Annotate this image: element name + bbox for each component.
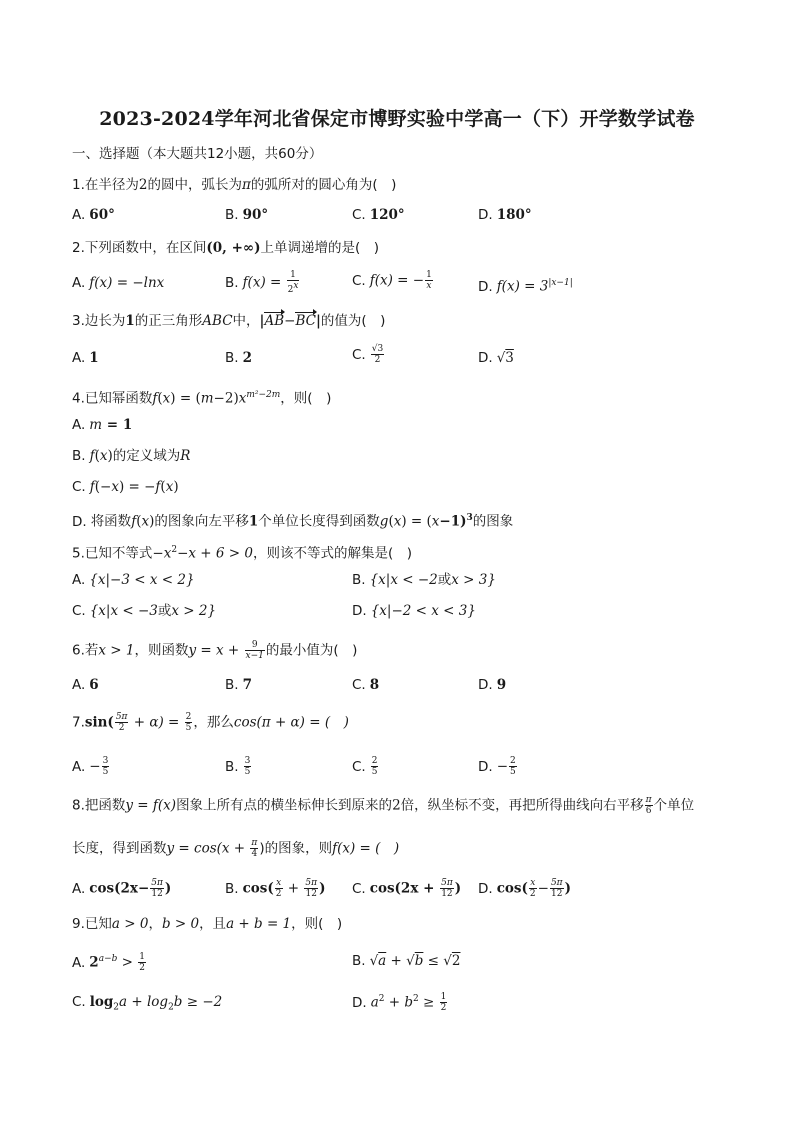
- question-2-option-a[interactable]: A. f(x) = −lnx: [72, 275, 165, 291]
- question-8-stem-line-2: 长度，得到函数y = cos(x + $\frac{\pi}{4}$ )的图象，则f(x) = ( ): [72, 838, 400, 859]
- question-5-stem: 5.已知不等式$-x^2-x + 6 > 0$，则该不等式的解集是( ): [72, 545, 413, 562]
- question-7-stem: 7.sin( $\frac{5\pi}{2}$ + α) = $\frac{2}{5}$ ，那么cos(π + α) = ( ): [72, 712, 349, 733]
- question-8-option-c[interactable]: C. cos(2x + $\frac{5\pi}{12}$ ): [352, 878, 462, 899]
- question-9-option-c[interactable]: C. $\log_2a + \log_2b \ge -2$: [72, 994, 223, 1013]
- question-1-option-b[interactable]: B. 90°: [225, 207, 269, 223]
- question-9-stem: 9.已知a > 0，b > 0，且a + b = 1，则( ): [72, 916, 343, 932]
- page-title: 2023-2024学年河北省保定市博野实验中学高一（下）开学数学试卷: [99, 108, 695, 130]
- fraction: $\frac{\pi}{6}$: [645, 795, 652, 816]
- question-8-stem-line-1: 8.把函数y = f(x)图象上所有点的横坐标伸长到原来的2倍，纵坐标不变，再把所得曲线向右平移 $\frac{\pi}{6}$ 个单位: [72, 795, 695, 816]
- question-7-option-d[interactable]: D. − $\frac{2}{5}$: [478, 756, 516, 777]
- question-3-option-c[interactable]: C. $\frac{√3}{2}$: [352, 344, 384, 365]
- question-5-option-c[interactable]: C. {x|x < −3或x > 2}: [72, 603, 217, 619]
- question-5-option-d[interactable]: D. {x|−2 < x < 3}: [352, 603, 476, 619]
- question-6-option-c[interactable]: C. 8: [352, 677, 380, 693]
- question-7-option-c[interactable]: C. $\frac{2}{5}$: [352, 756, 378, 777]
- question-8-option-b[interactable]: B. cos( $\frac{x}{2}$ + $\frac{5\pi}{12}$ ): [225, 878, 326, 899]
- fraction: $\frac{1}{x}$: [426, 270, 432, 291]
- question-1-stem: 1.在半径为2的圆中，弧长为π的弧所对的圆心角为( ): [72, 177, 397, 193]
- fraction: $\frac{3}{5}$: [102, 756, 109, 777]
- fraction: $\frac{5\pi}{12}$: [305, 878, 318, 899]
- question-6-stem: 6.若x > 1，则函数y = x + $\frac{9}{x-1}$ 的最小值为( ): [72, 640, 358, 661]
- fraction: $\frac{5\pi}{2}$: [115, 712, 128, 733]
- section-heading: 一、选择题（本大题共12小题，共60分）: [72, 146, 323, 162]
- question-1-option-a[interactable]: A. 60°: [72, 207, 115, 223]
- question-6-option-d[interactable]: D. 9: [478, 677, 507, 693]
- fraction: $\frac{x}{2}$: [529, 878, 536, 899]
- question-5-option-b[interactable]: B. {x|x < −2或x > 3}: [352, 572, 496, 588]
- fraction: $\frac{9}{x-1}$: [245, 640, 264, 661]
- question-2-option-d[interactable]: D. $f(x) = 3^{|x-1|}$: [478, 278, 573, 295]
- question-4-option-b[interactable]: B. f(x)的定义域为R: [72, 448, 191, 464]
- question-1-option-d[interactable]: D. 180°: [478, 207, 532, 223]
- question-4-option-d[interactable]: D. 将函数f(x)的图象向左平移1个单位长度得到函数$g(x) = (x-1)^3$的图象: [72, 513, 514, 530]
- question-1-option-c[interactable]: C. 120°: [352, 207, 405, 223]
- fraction: $\frac{1}{2}$: [139, 952, 146, 973]
- fraction: $\frac{3}{5}$: [244, 756, 251, 777]
- fraction: $\frac{√3}{2}$: [371, 344, 384, 365]
- question-2-option-c[interactable]: C. f(x) = − $\frac{1}{x}$: [352, 270, 432, 291]
- question-3-option-d[interactable]: D. √3: [478, 350, 514, 366]
- question-6-option-a[interactable]: A. 6: [72, 677, 99, 693]
- fraction: $\frac{\pi}{4}$: [251, 838, 258, 859]
- question-9-option-d[interactable]: D. $a^2 + b^2$ ≥ $\frac{1}{2}$: [352, 992, 447, 1013]
- question-2-stem: 2.下列函数中，在区间(0, +∞)上单调递增的是( ): [72, 240, 380, 256]
- question-9-option-b[interactable]: B. √a + √b ≤ √2: [352, 953, 461, 969]
- fraction: $\frac{x}{2}$: [275, 878, 282, 899]
- question-6-option-b[interactable]: B. 7: [225, 677, 252, 693]
- question-7-option-b[interactable]: B. $\frac{3}{5}$: [225, 756, 251, 777]
- question-3-stem: 3.边长为1的正三角形ABC中，|AB−BC|的值为( ): [72, 313, 386, 329]
- question-9-option-a[interactable]: A. $2^{a-b}$ > $\frac{1}{2}$: [72, 952, 146, 973]
- question-8-option-d[interactable]: D. cos( $\frac{x}{2}$ − $\frac{5\pi}{12}$ ): [478, 878, 571, 899]
- fraction: $\frac{5\pi}{12}$: [151, 878, 163, 899]
- question-3-option-b[interactable]: B. 2: [225, 350, 252, 366]
- fraction: $\frac{5\pi}{12}$: [441, 878, 453, 899]
- question-5-option-a[interactable]: A. {x|−3 < x < 2}: [72, 572, 195, 588]
- fraction: $\frac{2}{5}$: [510, 756, 516, 777]
- question-2-option-b[interactable]: B. f(x) = $\frac{1}{2^x}$: [225, 270, 299, 295]
- fraction: $\frac{5\pi}{12}$: [550, 878, 563, 899]
- question-4-option-a[interactable]: A. m = 1: [72, 417, 133, 433]
- question-8-option-a[interactable]: A. cos(2x− $\frac{5\pi}{12}$ ): [72, 878, 172, 899]
- question-4-stem: 4.已知幂函数$f(x) = (m-2)x^{m^2-2m}$，则( ): [72, 390, 332, 407]
- question-7-option-a[interactable]: A. − $\frac{3}{5}$: [72, 756, 109, 777]
- fraction: $\frac{2}{5}$: [371, 756, 378, 777]
- fraction: $\frac{1}{2^x}$: [287, 270, 299, 295]
- fraction: $\frac{1}{2}$: [440, 992, 447, 1013]
- question-3-option-a[interactable]: A. 1: [72, 350, 99, 366]
- vector-ab: AB: [264, 313, 285, 329]
- question-4-option-c[interactable]: C. f(−x) = −f(x): [72, 479, 179, 495]
- vector-bc: BC: [295, 313, 316, 329]
- fraction: $\frac{2}{5}$: [185, 712, 192, 733]
